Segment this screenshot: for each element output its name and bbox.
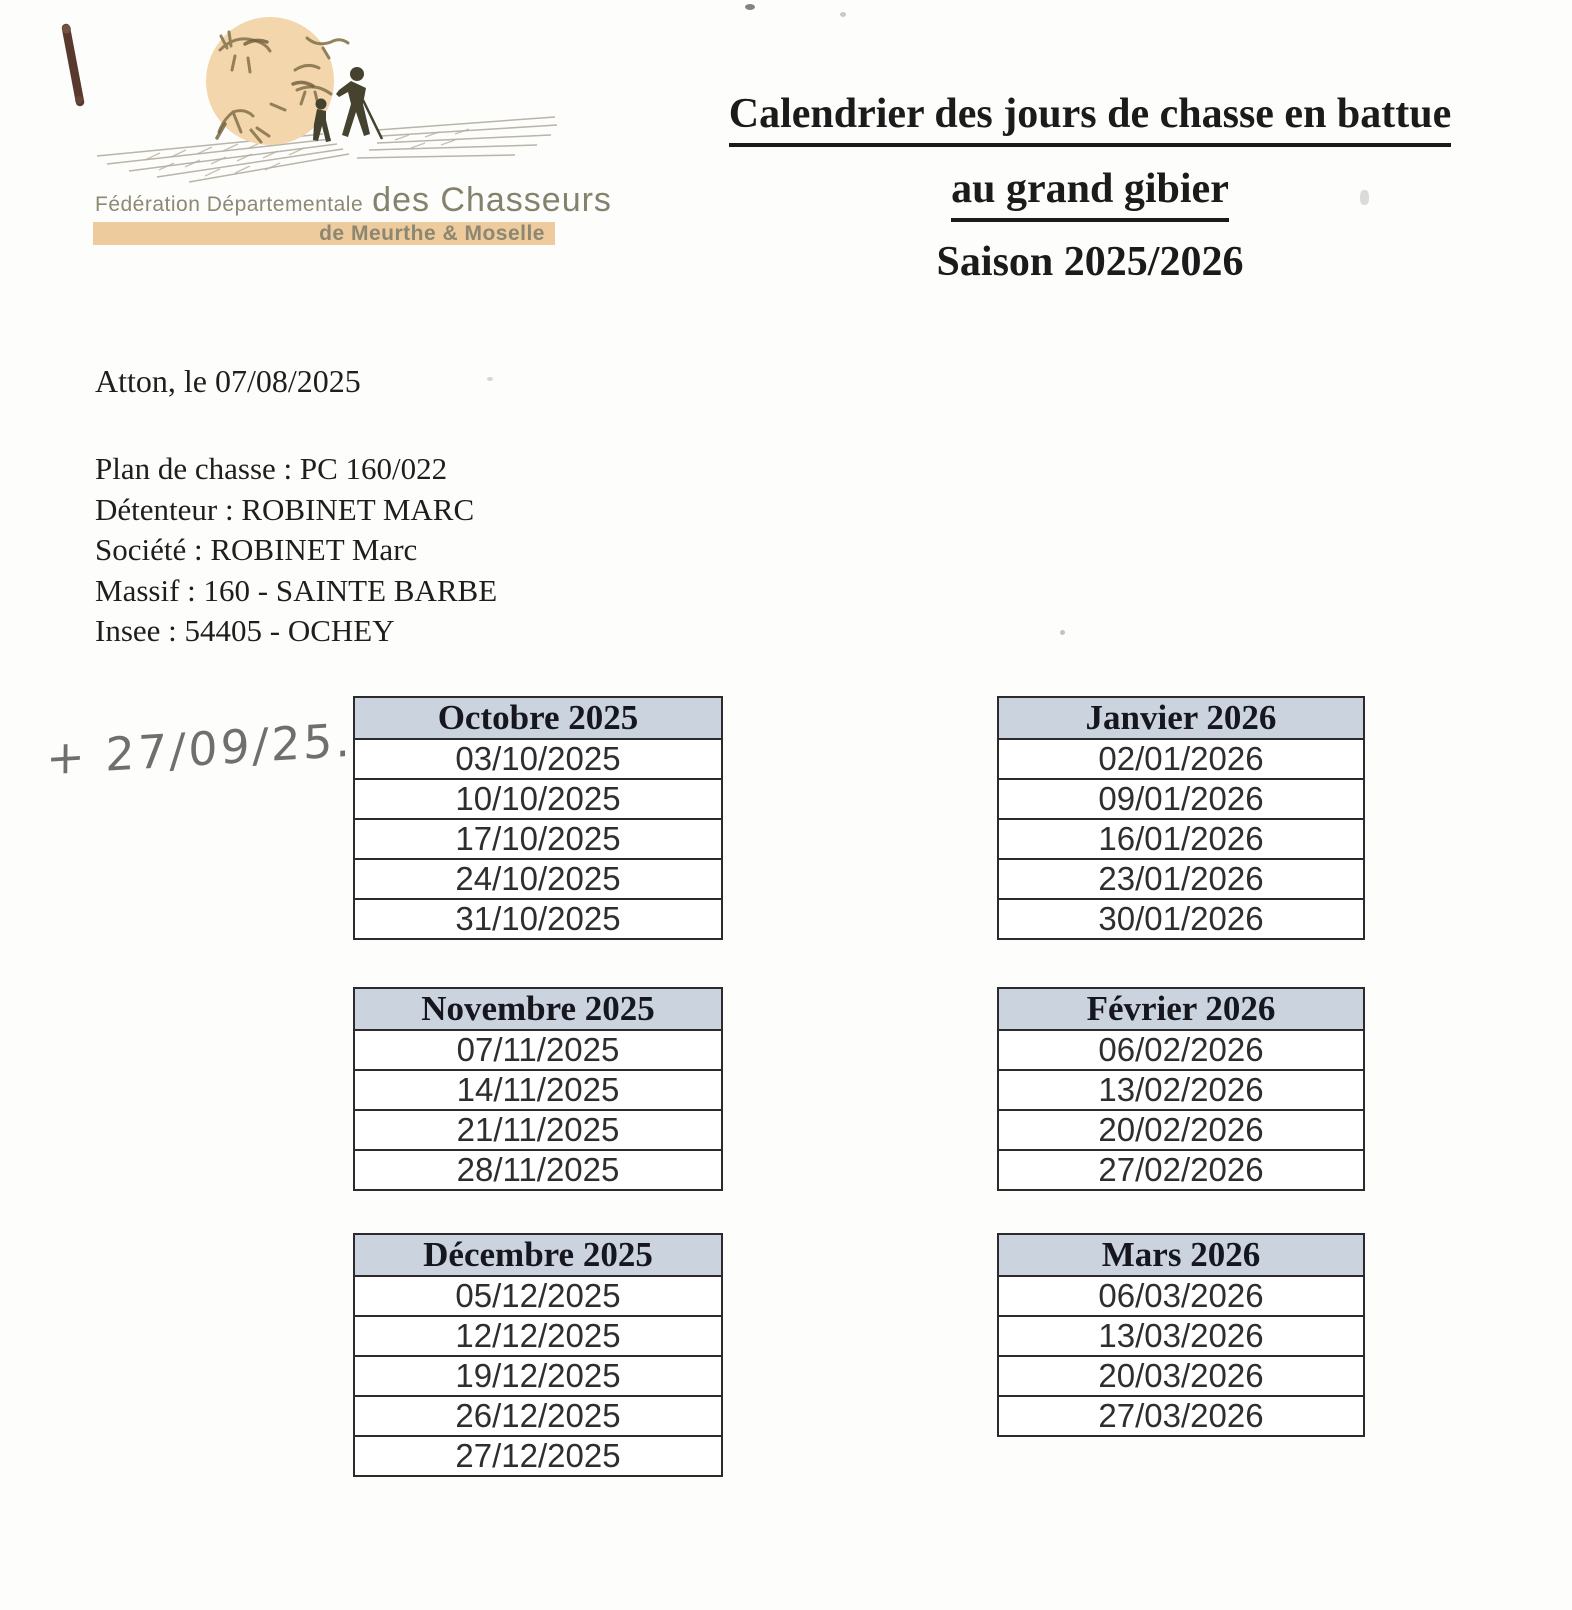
month-table <box>353 1233 723 1477</box>
insee-line: Insee : 54405 - OCHEY <box>95 613 395 648</box>
month-table <box>997 1233 1365 1437</box>
plan-de-chasse-line: Plan de chasse : PC 160/022 <box>95 451 448 486</box>
scan-speck <box>1060 630 1065 635</box>
date-row <box>998 899 1364 939</box>
date-row <box>354 1030 722 1070</box>
hunt-date-cell: 02/01/2026 <box>998 739 1364 779</box>
month-header: Février 2026 <box>998 988 1364 1030</box>
month-header: Mars 2026 <box>998 1234 1364 1276</box>
date-row <box>354 739 722 779</box>
societe-line: Société : ROBINET Marc <box>95 532 418 567</box>
date-row <box>998 1396 1364 1436</box>
month-header: Décembre 2025 <box>354 1234 722 1276</box>
date-row <box>998 1356 1364 1396</box>
hunt-date-cell: 19/12/2025 <box>354 1356 722 1396</box>
scan-speck <box>487 377 493 381</box>
hunt-date-cell: 20/02/2026 <box>998 1110 1364 1150</box>
hunt-date-cell: 09/01/2026 <box>998 779 1364 819</box>
month-table <box>353 987 723 1191</box>
hunt-date-cell: 17/10/2025 <box>354 819 722 859</box>
calendar-table-fevrier-2026 <box>997 987 1365 1191</box>
date-row <box>354 1110 722 1150</box>
hunt-date-cell: 27/03/2026 <box>998 1396 1364 1436</box>
hunt-date-cell: 05/12/2025 <box>354 1276 722 1316</box>
detenteur-line: Détenteur : ROBINET MARC <box>95 491 475 527</box>
hunt-date-cell: 13/02/2026 <box>998 1070 1364 1110</box>
date-row <box>998 1276 1364 1316</box>
date-row <box>998 1316 1364 1356</box>
date-row <box>998 1030 1364 1070</box>
calendar-table-novembre-2025 <box>353 987 723 1191</box>
hunt-date-cell: 14/11/2025 <box>354 1070 722 1110</box>
date-row <box>998 1070 1364 1110</box>
title-text-1: Calendrier des jours de chasse en battue <box>729 90 1452 147</box>
hunt-date-cell: 13/03/2026 <box>998 1316 1364 1356</box>
hunt-date-cell: 10/10/2025 <box>354 779 722 819</box>
calendar-table-mars-2026 <box>997 1233 1365 1437</box>
place-date-line: Atton, le 07/08/2025 <box>95 363 361 399</box>
date-row <box>354 1070 722 1110</box>
hunt-date-cell: 03/10/2025 <box>354 739 722 779</box>
massif-line: Massif : 160 - SAINTE BARBE <box>95 572 498 608</box>
hunt-date-cell: 27/12/2025 <box>354 1436 722 1476</box>
date-row <box>354 1276 722 1316</box>
title-text-2: au grand gibier <box>951 165 1229 222</box>
date-row <box>354 1150 722 1190</box>
date-row <box>354 899 722 939</box>
date-row <box>998 739 1364 779</box>
date-row <box>354 859 722 899</box>
date-row <box>998 1150 1364 1190</box>
month-table <box>353 696 723 940</box>
month-header: Janvier 2026 <box>998 697 1364 739</box>
calendar-table-decembre-2025 <box>353 1233 723 1477</box>
month-header: Octobre 2025 <box>354 697 722 739</box>
date-row <box>354 1396 722 1436</box>
month-header: Novembre 2025 <box>354 988 722 1030</box>
date-row <box>998 779 1364 819</box>
hunt-date-cell: 07/11/2025 <box>354 1030 722 1070</box>
hunt-date-cell: 27/02/2026 <box>998 1150 1364 1190</box>
hunt-date-cell: 21/11/2025 <box>354 1110 722 1150</box>
date-row <box>354 1356 722 1396</box>
month-table <box>997 987 1365 1191</box>
hunt-date-cell: 26/12/2025 <box>354 1396 722 1436</box>
hunt-date-cell: 16/01/2026 <box>998 819 1364 859</box>
document-title-line1 <box>725 90 1455 147</box>
federation-wordmark <box>95 181 612 220</box>
calendar-table-octobre-2025 <box>353 696 723 940</box>
document-title-line3 <box>725 238 1455 286</box>
season-text: Saison 2025/2026 <box>936 239 1244 285</box>
date-row <box>998 859 1364 899</box>
hunt-date-cell: 06/02/2026 <box>998 1030 1364 1070</box>
hunt-date-cell: 06/03/2026 <box>998 1276 1364 1316</box>
handwritten-date-annotation: + 27/09/25. <box>46 712 354 786</box>
federation-department-band: de Meurthe & Moselle <box>93 222 555 245</box>
hunt-date-cell: 20/03/2026 <box>998 1356 1364 1396</box>
hunt-date-cell: 24/10/2025 <box>354 859 722 899</box>
date-row <box>998 819 1364 859</box>
month-table <box>997 696 1365 940</box>
hunt-date-cell: 30/01/2026 <box>998 899 1364 939</box>
federation-logo-graphic <box>85 8 565 193</box>
federation-name-large: des Chasseurs <box>372 181 612 219</box>
plan-info-block <box>95 449 497 652</box>
hunt-date-cell: 31/10/2025 <box>354 899 722 939</box>
calendar-table-janvier-2026 <box>997 696 1365 940</box>
date-row <box>354 1436 722 1476</box>
federation-name-small: Fédération Départementale <box>95 193 364 216</box>
hunt-date-cell: 28/11/2025 <box>354 1150 722 1190</box>
scan-speck <box>745 4 755 10</box>
date-row <box>354 1316 722 1356</box>
hunt-date-cell: 12/12/2025 <box>354 1316 722 1356</box>
scan-smudge <box>1360 190 1369 205</box>
scan-speck <box>840 12 846 17</box>
document-title-line2 <box>725 165 1455 222</box>
date-row <box>998 1110 1364 1150</box>
date-row <box>354 779 722 819</box>
hunt-date-cell: 23/01/2026 <box>998 859 1364 899</box>
date-row <box>354 819 722 859</box>
